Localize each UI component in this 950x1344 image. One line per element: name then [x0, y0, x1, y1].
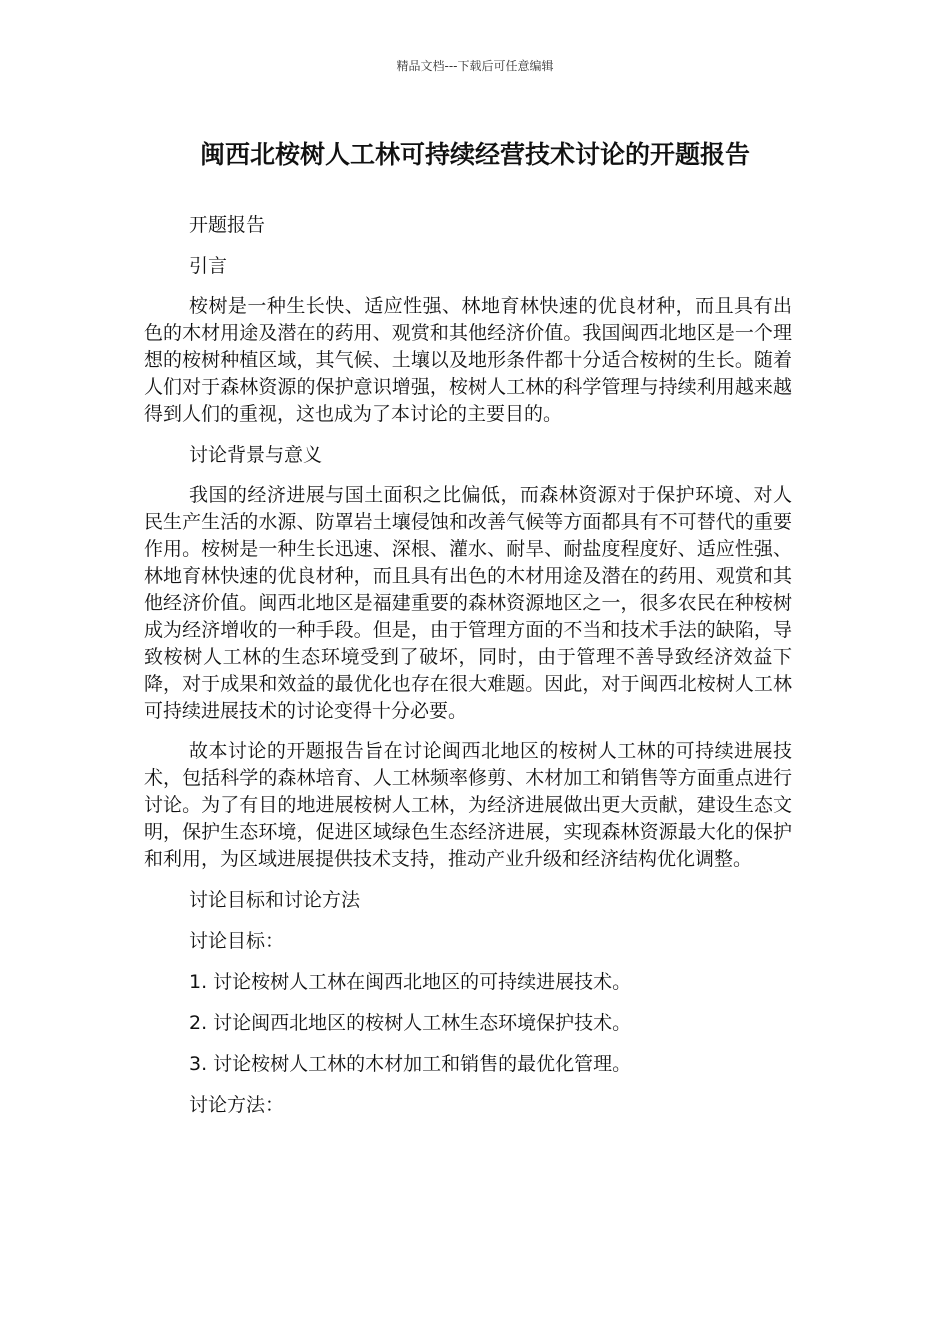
goal-item-2: 2. 讨论闽西北地区的桉树人工林生态环境保护技术。 [189, 1012, 632, 1034]
background-paragraph-2: 故本讨论的开题报告旨在讨论闽西北地区的桉树人工林的可持续进展技术，包括科学的森林培育、人工林频率修剪、木材加工和销售等方面重点进行讨论。为了有目的地进展桉树人工林，为经济进展做出更大贡献，建设生态文明，保护生态环境，促进区域绿色生态经济进展，实现森林资源最大化的保护和利用，为区域进展提供技术支持，推动产业升级和经济结构优化调整。 [144, 740, 792, 870]
intro-heading: 引言 [189, 255, 228, 277]
document-title: 闽西北桉树人工林可持续经营技术讨论的开题报告 [199, 140, 750, 169]
header-note: 精品文档---下载后可任意编辑 [396, 59, 554, 73]
report-label: 开题报告 [189, 214, 266, 236]
goal-item-3: 3. 讨论桉树人工林的木材加工和销售的最优化管理。 [189, 1053, 632, 1075]
background-heading: 讨论背景与意义 [189, 444, 323, 466]
background-paragraph-1: 我国的经济进展与国土面积之比偏低，而森林资源对于保护环境、对人民生产生活的水源、防罩岩土壤侵蚀和改善气候等方面都具有不可替代的重要作用。桉树是一种生长迅速、深根、灌水、耐旱、耐盐度程度好、适应性强、林地育林快速的优良材种，而且具有出色的木材用途及潜在的药用、观赏和其他经济价值。闽西北地区是福建重要的森林资源地区之一，很多农民在种桉树成为经济增收的一种手段。但是，由于管理方面的不当和技术手法的缺陷，导致桉树人工林的生态环境受到了破坏，同时，由于管理不善导致经济效益下降，对于成果和效益的最优化也存在很大难题。因此，对于闽西北桉树人工林可持续进展技术的讨论变得十分必要。 [144, 484, 792, 722]
goal-item-1: 1. 讨论桉树人工林在闽西北地区的可持续进展技术。 [189, 971, 632, 993]
document-body [144, 211, 792, 1132]
intro-paragraph: 桉树是一种生长快、适应性强、林地育林快速的优良材种，而且具有出色的木材用途及潜在的药用、观赏和其他经济价值。我国闽西北地区是一个理想的桉树种植区域，其气候、土壤以及地形条件都十分适合桉树的生长。随着人们对于森林资源的保护意识增强，桉树人工林的科学管理与持续利用越来越得到人们的重视，这也成为了本讨论的主要目的。 [144, 295, 792, 425]
methods-label: 讨论方法： [189, 1094, 285, 1116]
goals-methods-heading: 讨论目标和讨论方法 [189, 889, 361, 911]
goals-label: 讨论目标： [189, 930, 285, 952]
